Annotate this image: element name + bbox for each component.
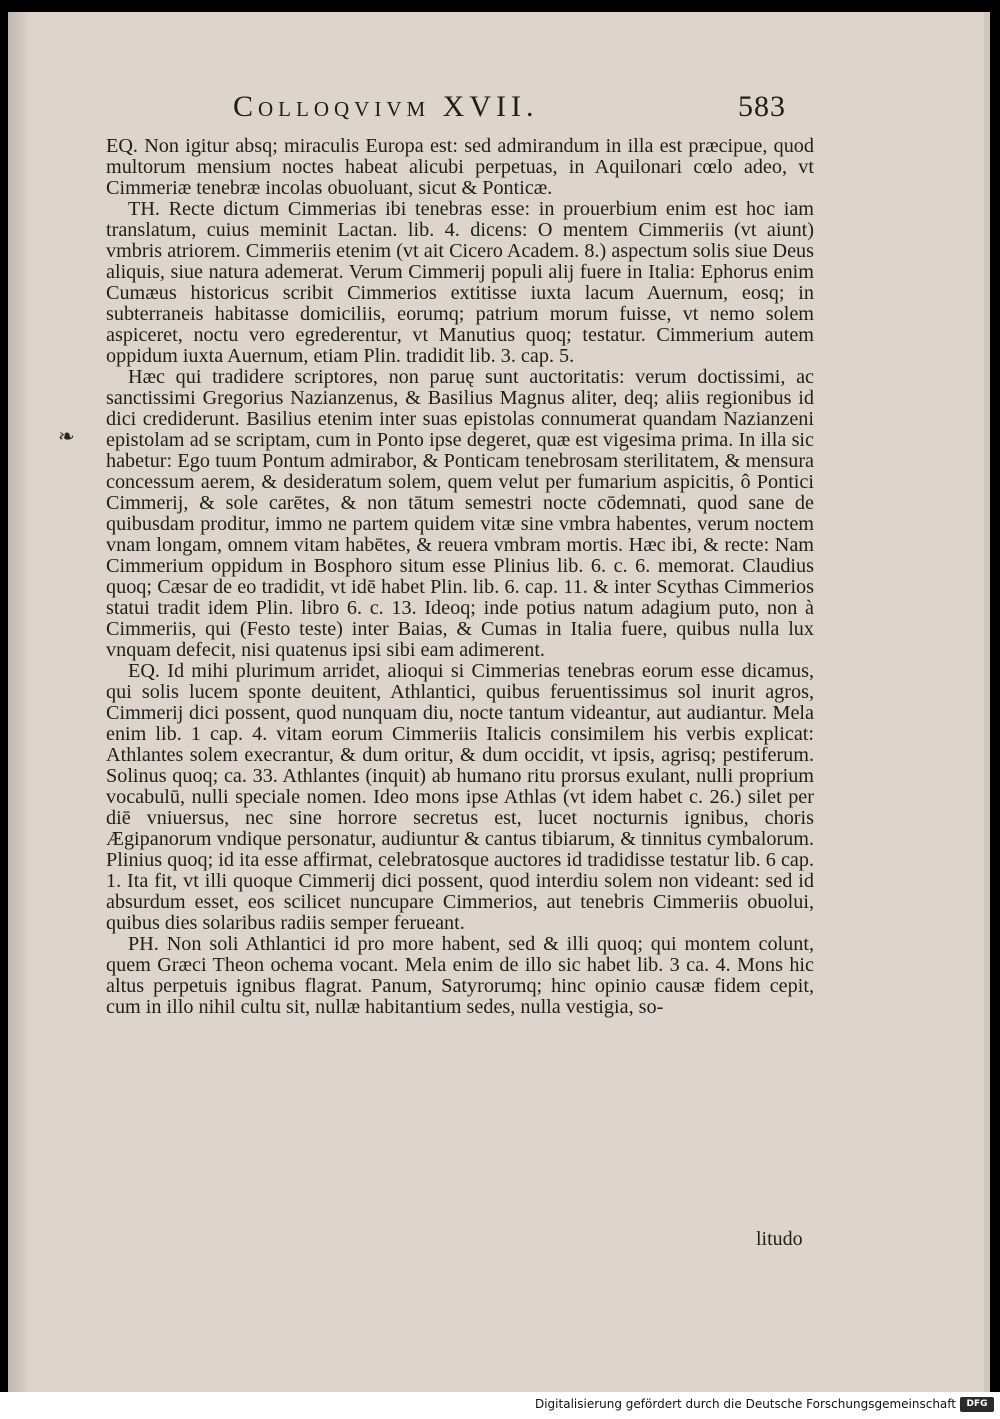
page-edge	[984, 12, 990, 1392]
paragraph-haec: Hæc qui tradidere scriptores, non paruę sunt auctoritatis: verum doctissimi, ac sanctissimi Gregorius Nazianzenus, & Basilius Magnus aliter, deq; aliis regionibus id dici crediderunt. Basilius etenim inter suas epistolas connumerat quandam Nazianzeni epistolam ad se scriptam, cum in Ponto ipse degeret, quæ est vigesima prima. In illa sic habetur: Ego tuum Pontum admirabor, & Ponticam tenebrosam sterilitatem, & mensura concessum aerem, & desideratum solem, quem velut per fumarium aspicitis, ô Pontici Cimmerij, & sole carētes, & non tātum semestri nocte cōdemnati, quod sane de quibusdam proditur, immo ne partem quidem vitæ sine vmbra habentes, verum noctem vnam longam, omnem vitam habētes, & reuera vmbram mortis. Hæc ibi, & recte: Nam Cimmerium oppidum in Bosphoro situm esse Plinius lib. 6. c. 6. memorat. Claudius quoq; Cæsar de eo tradidit, vt idē habet Plin. lib. 6. cap. 11. & inter Scythas Cimmerios statui tradit idem Plin. libro 6. c. 13. Ideoq; inde potius natum adagium puto, non à Cimmeriis, qui (Festo teste) inter Baias, & Cumas in Italia fuere, quibus nulla lux vnquam defecit, nisi quatenus ipsi sibi eam adimerent.	[106, 366, 814, 661]
running-head: Colloqvivm XVII.	[233, 90, 539, 123]
paragraph-eq-1: EQ. Non igitur absq; miraculis Europa est: sed admirandum in illa est præcipue, quod multorum mensium noctes habeat alicubi perpetuas, in Aquilonari cœlo adeo, vt Cimmeriæ tenebræ incolas obuoluant, sicut & Ponticæ.	[106, 135, 814, 199]
footer-credit: Digitalisierung gefördert durch die Deutsche Forschungsgemeinschaft	[534, 1397, 956, 1411]
footer-bar	[0, 1392, 1000, 1419]
body-text	[106, 136, 814, 1018]
page-gutter-shadow	[8, 12, 30, 1392]
marginal-mark: ❧	[58, 426, 75, 448]
book-page	[8, 12, 990, 1392]
paragraph-ph: PH. Non soli Athlantici id pro more habent, sed & illi quoq; qui montem colunt, quem Græci Theon ochema vocant. Mela enim de illo sic habet lib. 3 ca. 4. Mons hic altus perpetuis ignibus flagrat. Panum, Satyrorumq; hinc opinio causæ fidem cepit, cum in illo nihil cultu sit, nullæ habitantium sedes, nulla vestigia, so-	[106, 933, 814, 1018]
paragraph-eq-2: EQ. Id mihi plurimum arridet, alioqui si Cimmerias tenebras eorum esse dicamus, qui solis lucem sponte deuitent, Athlantici, quibus feruentissimus sol inurit agros, Cimmerij dici possent, quod nunquam diu, nocte tantum videantur, aut audiantur. Mela enim lib. 1 cap. 4. vitam eorum Cimmeriis Italicis consimilem his verbis explicat: Athlantes solem execrantur, & dum oritur, & dum occidit, vt ipsis, agrisq; pestiferum. Solinus quoq; ca. 33. Athlantes (inquit) ab humano ritu prorsus exulant, nulli proprium vocabulū, nulli speciale nomen. Ideo mons ipse Athlas (vt idem habet c. 26.) silet per diē vniuersus, nec sine horrore secretus est, lucet nocturnis ignibus, choris Ægipanorum vndique personatur, audiuntur & cantus tibiarum, & tinnitus cymbalorum. Plinius quoq; id ita esse affirmat, celebratosque auctores id tradidisse testatur lib. 6 cap. 1. Ita fit, vt illi quoque Cimmerij dici possent, quod interdiu solem non videant: sed id absurdum esset, eos scilicet nuncupare Cimmerios, aut tenebris Cimmeriis obuolui, quibus dies solaribus radiis semper ferueant.	[106, 660, 814, 934]
catchword: litudo	[756, 1228, 803, 1250]
page-number: 583	[738, 90, 786, 123]
dfg-logo-icon: DFG	[960, 1397, 994, 1412]
paragraph-th: TH. Recte dictum Cimmerias ibi tenebras esse: in prouerbium enim est hoc iam translatum, cuius meminit Lactan. lib. 4. dicens: O mentem Cimmeriis (vt aiunt) vmbris atriorem. Cimmeriis etenim (vt ait Cicero Academ. 8.) aspectum solis siue Deus aliquis, siue natura ademerat. Verum Cimmerij populi alij fuere in Italia: Ephorus enim Cumæus historicus scribit Cimmerios extitisse iuxta lacum Auernum, eosq; in subterraneis habitasse domiciliis, eorumq; patrium morum fuisse, vt nemo solem aspiceret, noctu vero egrederentur, vt Manutius quoq; testatur. Cimmerium autem oppidum iuxta Auernum, etiam Plin. tradidit lib. 3. cap. 5.	[106, 198, 814, 367]
